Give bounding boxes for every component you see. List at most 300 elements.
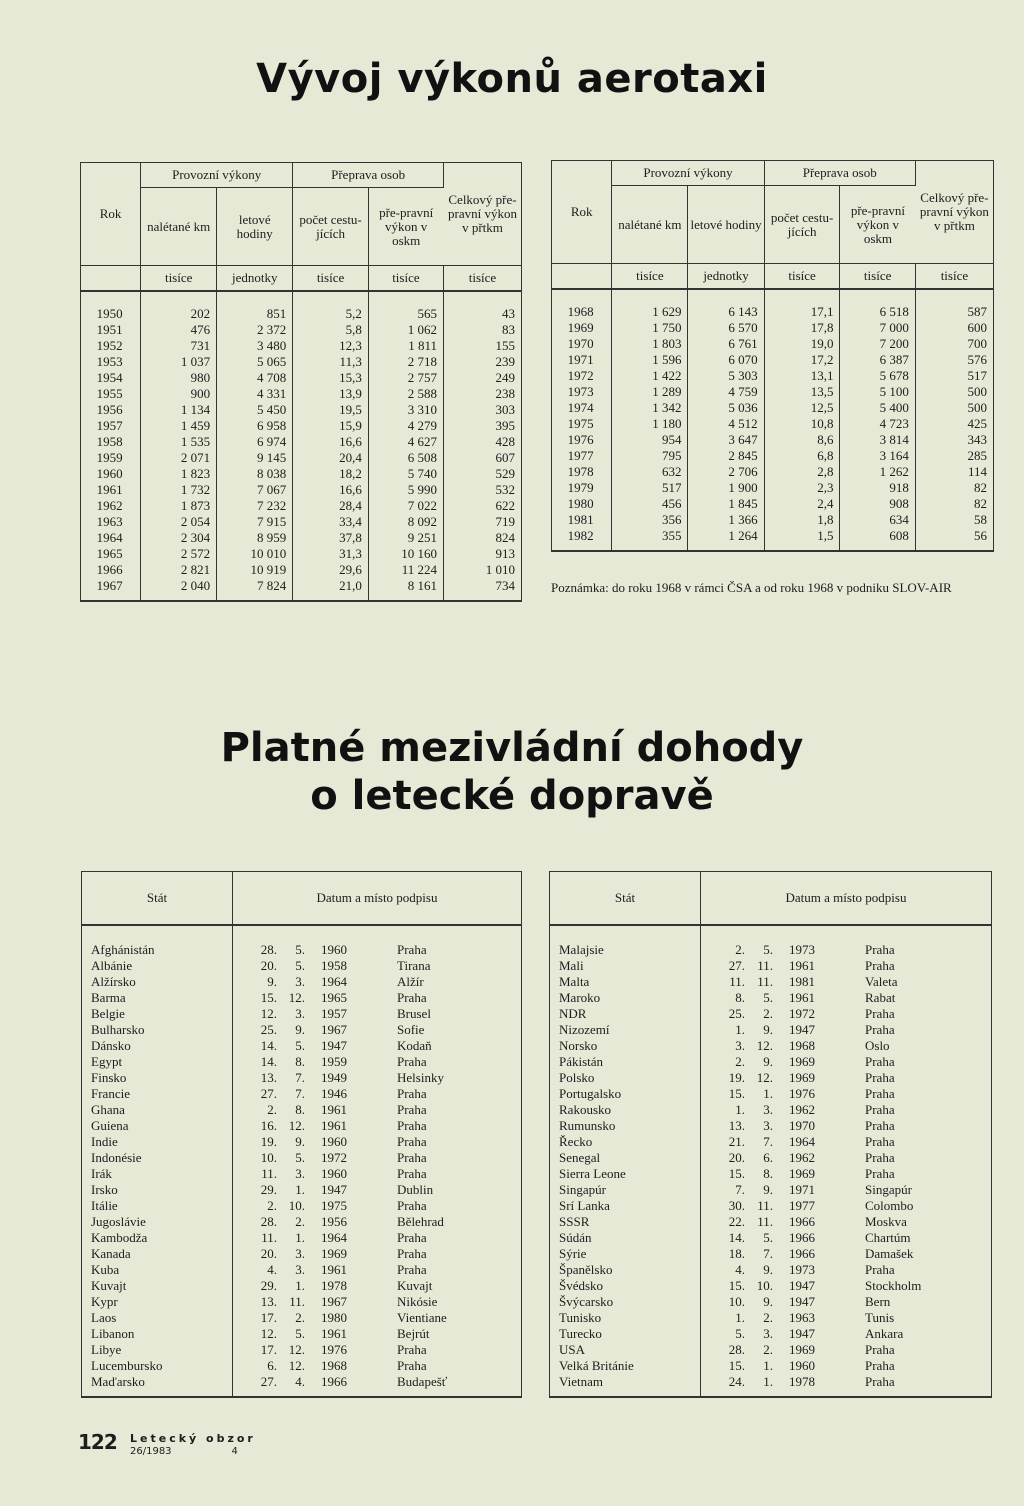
place: Praha bbox=[397, 1086, 427, 1101]
year: 1949 bbox=[321, 1070, 347, 1085]
day: 20. bbox=[260, 958, 277, 973]
month: 9. bbox=[763, 1182, 773, 1197]
country-name: Egypt bbox=[82, 1054, 233, 1070]
table-cell: 1 803 bbox=[612, 336, 688, 352]
table-cell: 1975 bbox=[552, 416, 612, 432]
agreement-row bbox=[550, 1134, 992, 1150]
year: 1958 bbox=[321, 958, 347, 973]
table-row bbox=[81, 546, 522, 562]
table-cell: 5,8 bbox=[293, 322, 369, 338]
table-cell: 3 814 bbox=[840, 432, 915, 448]
month: 5. bbox=[295, 1326, 305, 1341]
table-cell: 1962 bbox=[81, 498, 141, 514]
day: 10. bbox=[260, 1150, 277, 1165]
table-row bbox=[81, 498, 522, 514]
day: 29. bbox=[260, 1278, 277, 1293]
day: 19. bbox=[260, 1134, 277, 1149]
table-cell: 58 bbox=[974, 512, 987, 527]
table-cell: 425 bbox=[967, 416, 987, 431]
place: Ankara bbox=[865, 1326, 904, 1341]
table-cell: 1963 bbox=[81, 514, 141, 530]
year: 1980 bbox=[321, 1310, 347, 1325]
country-name: Guiena bbox=[82, 1118, 233, 1134]
table-cell: 6 761 bbox=[688, 336, 764, 352]
country-name: Pákistán bbox=[550, 1054, 701, 1070]
table-row bbox=[552, 304, 994, 320]
year: 1961 bbox=[789, 958, 815, 973]
col-letove-hodiny: letové hodiny bbox=[217, 188, 293, 266]
place: Budapešť bbox=[397, 1374, 448, 1389]
table-cell: 2 757 bbox=[368, 370, 443, 386]
table-cell: 1 811 bbox=[368, 338, 443, 354]
table-cell: 114 bbox=[967, 464, 987, 479]
year: 1970 bbox=[789, 1118, 815, 1133]
table-cell: 10,8 bbox=[764, 416, 840, 432]
agreement-row bbox=[82, 1278, 522, 1294]
year: 1978 bbox=[321, 1278, 347, 1293]
place: Moskva bbox=[865, 1214, 907, 1229]
year: 1975 bbox=[321, 1198, 347, 1213]
table-cell: 31,3 bbox=[293, 546, 369, 562]
table-row bbox=[552, 352, 994, 368]
day: 13. bbox=[728, 1118, 745, 1133]
table-cell: 5 990 bbox=[368, 482, 443, 498]
country-name: SSSR bbox=[550, 1214, 701, 1230]
year: 1978 bbox=[789, 1374, 815, 1389]
place: Praha bbox=[865, 1086, 895, 1101]
table-cell: 238 bbox=[495, 386, 515, 401]
month: 2. bbox=[763, 1342, 773, 1357]
country-name: Irák bbox=[82, 1166, 233, 1182]
table-row bbox=[552, 368, 994, 384]
table-cell: 5 450 bbox=[217, 402, 293, 418]
year: 1960 bbox=[789, 1358, 815, 1373]
agreement-row bbox=[82, 1086, 522, 1102]
agreement-row bbox=[82, 1374, 522, 1390]
table-cell: 20,4 bbox=[293, 450, 369, 466]
table-row bbox=[552, 480, 994, 496]
year: 1968 bbox=[321, 1358, 347, 1373]
country-name: Francie bbox=[82, 1086, 233, 1102]
day: 17. bbox=[260, 1310, 277, 1325]
year: 1972 bbox=[321, 1150, 347, 1165]
table-cell: 2 572 bbox=[141, 546, 217, 562]
country-name: Libye bbox=[82, 1342, 233, 1358]
table-cell: 1 596 bbox=[612, 352, 688, 368]
agreement-row bbox=[82, 1038, 522, 1054]
agreement-row bbox=[550, 1070, 992, 1086]
table-cell: 82 bbox=[974, 496, 987, 511]
place: Valeta bbox=[865, 974, 898, 989]
month: 1. bbox=[295, 1182, 305, 1197]
year: 1976 bbox=[321, 1342, 347, 1357]
country-name: Afghánistán bbox=[82, 942, 233, 958]
table-row bbox=[552, 528, 994, 544]
col-provozni-vykony: Provozní výkony bbox=[612, 161, 764, 186]
place: Praha bbox=[865, 958, 895, 973]
country-name: Belgie bbox=[82, 1006, 233, 1022]
table-cell: 1981 bbox=[552, 512, 612, 528]
col-naletane-km: nalétané km bbox=[141, 188, 217, 266]
day: 7. bbox=[735, 1182, 745, 1197]
year: 1946 bbox=[321, 1086, 347, 1101]
table-cell: 343 bbox=[967, 432, 987, 447]
agreements-body bbox=[82, 925, 522, 1397]
table-cell: 1974 bbox=[552, 400, 612, 416]
place: Praha bbox=[397, 942, 427, 957]
table-cell: 1980 bbox=[552, 496, 612, 512]
table-row bbox=[552, 400, 994, 416]
agreement-row bbox=[550, 1150, 992, 1166]
table-cell: 1 062 bbox=[368, 322, 443, 338]
day: 1. bbox=[735, 1102, 745, 1117]
year: 1947 bbox=[321, 1038, 347, 1053]
place: Praha bbox=[865, 1118, 895, 1133]
table-cell: 1964 bbox=[81, 530, 141, 546]
country-name: Irsko bbox=[82, 1182, 233, 1198]
place: Praha bbox=[397, 1342, 427, 1357]
year: 1969 bbox=[321, 1246, 347, 1261]
heading-line-2: o letecké dopravě bbox=[310, 773, 714, 819]
table-cell: 10 919 bbox=[217, 562, 293, 578]
table-cell: 1982 bbox=[552, 528, 612, 544]
year: 1981 bbox=[789, 974, 815, 989]
table-cell: 851 bbox=[217, 306, 293, 322]
table-cell: 1969 bbox=[552, 320, 612, 336]
table-cell: 1 262 bbox=[840, 464, 915, 480]
agreement-row bbox=[550, 1294, 992, 1310]
table-cell: 21,0 bbox=[293, 578, 369, 594]
table-cell: 1 459 bbox=[141, 418, 217, 434]
aerotaxi-table-1968-1982 bbox=[551, 160, 994, 552]
month: 9. bbox=[763, 1022, 773, 1037]
place: Singapúr bbox=[865, 1182, 912, 1197]
month: 5. bbox=[763, 942, 773, 957]
year: 1962 bbox=[789, 1150, 815, 1165]
table-cell: 1 010 bbox=[485, 562, 515, 577]
table-row bbox=[552, 432, 994, 448]
year: 1966 bbox=[789, 1230, 815, 1245]
country-name: Rakousko bbox=[550, 1102, 701, 1118]
col-provozni-vykony: Provozní výkony bbox=[141, 163, 293, 188]
day: 15. bbox=[728, 1278, 745, 1293]
month: 5. bbox=[295, 1038, 305, 1053]
table-cell: 18,2 bbox=[293, 466, 369, 482]
table-cell: 1961 bbox=[81, 482, 141, 498]
place: Praha bbox=[397, 1358, 427, 1373]
day: 15. bbox=[728, 1166, 745, 1181]
table-cell: 5 100 bbox=[840, 384, 915, 400]
table-cell: 1970 bbox=[552, 336, 612, 352]
country-name: Sierra Leone bbox=[550, 1166, 701, 1182]
month: 2. bbox=[763, 1310, 773, 1325]
month: 3. bbox=[295, 1246, 305, 1261]
table-cell: 17,2 bbox=[764, 352, 840, 368]
country-name: Indie bbox=[82, 1134, 233, 1150]
day: 14. bbox=[728, 1230, 745, 1245]
table-cell: 1956 bbox=[81, 402, 141, 418]
table-row bbox=[552, 448, 994, 464]
table-cell: 355 bbox=[612, 528, 688, 544]
table-cell: 2,4 bbox=[764, 496, 840, 512]
table-cell: 1 366 bbox=[688, 512, 764, 528]
year: 1969 bbox=[789, 1342, 815, 1357]
agreement-row bbox=[82, 1134, 522, 1150]
place: Sofie bbox=[397, 1022, 425, 1037]
agreement-row bbox=[82, 942, 522, 958]
table-cell: 1972 bbox=[552, 368, 612, 384]
table-row bbox=[81, 418, 522, 434]
country-name: Indonésie bbox=[82, 1150, 233, 1166]
table-cell: 5,2 bbox=[293, 306, 369, 322]
col-celkovy: Celkový pře-pravní výkon v přtkm bbox=[915, 161, 993, 264]
place: Praha bbox=[865, 1054, 895, 1069]
table-cell: 7 232 bbox=[217, 498, 293, 514]
month: 11. bbox=[757, 1214, 773, 1229]
month: 10. bbox=[288, 1198, 305, 1213]
agreement-row bbox=[550, 1262, 992, 1278]
table-body bbox=[552, 289, 994, 551]
place: Praha bbox=[397, 1102, 427, 1117]
table-cell: 4 759 bbox=[688, 384, 764, 400]
table-cell: 12,5 bbox=[764, 400, 840, 416]
day: 29. bbox=[260, 1182, 277, 1197]
country-name: Norsko bbox=[550, 1038, 701, 1054]
month: 4. bbox=[295, 1374, 305, 1389]
agreements-table-left bbox=[81, 871, 522, 1398]
day: 27. bbox=[260, 1374, 277, 1389]
table-cell: 1955 bbox=[81, 386, 141, 402]
place: Praha bbox=[397, 1134, 427, 1149]
unit-tisice: tisíce bbox=[764, 264, 840, 290]
table-cell: 622 bbox=[495, 498, 515, 513]
country-name: Maroko bbox=[550, 990, 701, 1006]
table-cell: 1978 bbox=[552, 464, 612, 480]
table-row bbox=[81, 338, 522, 354]
agreement-row bbox=[82, 1342, 522, 1358]
table-cell: 7 067 bbox=[217, 482, 293, 498]
table-cell: 532 bbox=[495, 482, 515, 497]
table-cell: 1 037 bbox=[141, 354, 217, 370]
table-cell: 303 bbox=[495, 402, 515, 417]
day: 2. bbox=[735, 942, 745, 957]
country-name: Libanon bbox=[82, 1326, 233, 1342]
year: 1976 bbox=[789, 1086, 815, 1101]
day: 1. bbox=[735, 1022, 745, 1037]
month: 7. bbox=[763, 1246, 773, 1261]
year: 1957 bbox=[321, 1006, 347, 1021]
country-name: Súdán bbox=[550, 1230, 701, 1246]
day: 20. bbox=[728, 1150, 745, 1165]
month: 1. bbox=[763, 1374, 773, 1389]
place: Bělehrad bbox=[397, 1214, 444, 1229]
day: 14. bbox=[260, 1038, 277, 1053]
agreement-row bbox=[550, 1006, 992, 1022]
table-cell: 4 512 bbox=[688, 416, 764, 432]
table-cell: 29,6 bbox=[293, 562, 369, 578]
unit-blank bbox=[552, 264, 612, 290]
month: 3. bbox=[763, 1118, 773, 1133]
table-row bbox=[81, 466, 522, 482]
country-name: Kuba bbox=[82, 1262, 233, 1278]
agreement-row bbox=[82, 1262, 522, 1278]
table-cell: 600 bbox=[967, 320, 987, 335]
table-cell: 8 038 bbox=[217, 466, 293, 482]
table-cell: 913 bbox=[495, 546, 515, 561]
unit-tisice: tisíce bbox=[443, 266, 521, 292]
table-cell: 83 bbox=[502, 322, 515, 337]
day: 20. bbox=[260, 1246, 277, 1261]
table-cell: 16,6 bbox=[293, 434, 369, 450]
table-cell: 1 873 bbox=[141, 498, 217, 514]
table-cell: 3 480 bbox=[217, 338, 293, 354]
month: 8. bbox=[295, 1054, 305, 1069]
table-cell: 1957 bbox=[81, 418, 141, 434]
unit-tisice: tisíce bbox=[293, 266, 369, 292]
table-row bbox=[81, 434, 522, 450]
agreement-row bbox=[550, 1118, 992, 1134]
place: Bern bbox=[865, 1294, 891, 1309]
table-row bbox=[81, 514, 522, 530]
agreement-row bbox=[550, 958, 992, 974]
country-name: Alžírsko bbox=[82, 974, 233, 990]
year: 1961 bbox=[321, 1102, 347, 1117]
year: 1947 bbox=[789, 1278, 815, 1293]
place: Stockholm bbox=[865, 1278, 922, 1293]
col-prepravni-vykon: pře-pravní výkon v oskm bbox=[850, 202, 905, 246]
col-preprava-osob: Přeprava osob bbox=[293, 163, 444, 188]
table-cell: 33,4 bbox=[293, 514, 369, 530]
col-preprava-osob: Přeprava osob bbox=[764, 161, 915, 186]
year: 1964 bbox=[321, 974, 347, 989]
day: 2. bbox=[267, 1102, 277, 1117]
table-cell: 6 518 bbox=[840, 304, 915, 320]
table-cell: 4 279 bbox=[368, 418, 443, 434]
table-cell: 10 010 bbox=[217, 546, 293, 562]
agreement-row bbox=[550, 990, 992, 1006]
country-name: Kambodža bbox=[82, 1230, 233, 1246]
place: Praha bbox=[865, 1150, 895, 1165]
place: Alžír bbox=[397, 974, 424, 989]
table-cell: 56 bbox=[974, 528, 987, 543]
country-name: Španělsko bbox=[550, 1262, 701, 1278]
agreement-row bbox=[82, 1310, 522, 1326]
day: 12. bbox=[260, 1006, 277, 1021]
table-cell: 900 bbox=[141, 386, 217, 402]
place: Praha bbox=[865, 942, 895, 957]
place: Praha bbox=[397, 1166, 427, 1181]
place: Bejrút bbox=[397, 1326, 430, 1341]
agreement-row bbox=[82, 1118, 522, 1134]
day: 24. bbox=[728, 1374, 745, 1389]
table-cell: 3 647 bbox=[688, 432, 764, 448]
table-cell: 2 071 bbox=[141, 450, 217, 466]
table-cell: 2 706 bbox=[688, 464, 764, 480]
table-cell: 239 bbox=[495, 354, 515, 369]
month: 3. bbox=[295, 1166, 305, 1181]
year: 1963 bbox=[789, 1310, 815, 1325]
place: Praha bbox=[397, 990, 427, 1005]
table-cell: 6 387 bbox=[840, 352, 915, 368]
table-cell: 13,5 bbox=[764, 384, 840, 400]
day: 10. bbox=[728, 1294, 745, 1309]
country-name: Lucembursko bbox=[82, 1358, 233, 1374]
country-name: Albánie bbox=[82, 958, 233, 974]
month: 1. bbox=[295, 1230, 305, 1245]
col-stat: Stát bbox=[550, 872, 701, 926]
table-cell: 285 bbox=[967, 448, 987, 463]
country-name: Senegal bbox=[550, 1150, 701, 1166]
place: Praha bbox=[397, 1262, 427, 1277]
year: 1966 bbox=[789, 1214, 815, 1229]
agreement-row bbox=[82, 958, 522, 974]
agreement-row bbox=[550, 1246, 992, 1262]
table-row bbox=[552, 464, 994, 480]
table-cell: 15,3 bbox=[293, 370, 369, 386]
unit-tisice: tisíce bbox=[840, 264, 915, 290]
table-cell: 1 900 bbox=[688, 480, 764, 496]
day: 28. bbox=[260, 942, 277, 957]
agreement-row bbox=[82, 1246, 522, 1262]
agreement-row bbox=[82, 990, 522, 1006]
issue-info bbox=[130, 1446, 238, 1457]
country-name: Mali bbox=[550, 958, 701, 974]
table-row bbox=[552, 320, 994, 336]
year: 1971 bbox=[789, 1182, 815, 1197]
day: 11. bbox=[729, 974, 745, 989]
agreement-row bbox=[550, 1342, 992, 1358]
month: 9. bbox=[295, 1134, 305, 1149]
month: 12. bbox=[756, 1038, 773, 1053]
table-cell: 17,8 bbox=[764, 320, 840, 336]
country-name: Portugalsko bbox=[550, 1086, 701, 1102]
magazine-name: Letecký obzor bbox=[130, 1432, 256, 1445]
day: 11. bbox=[261, 1166, 277, 1181]
agreement-row bbox=[550, 1214, 992, 1230]
table-cell: 7 022 bbox=[368, 498, 443, 514]
place: Helsinky bbox=[397, 1070, 444, 1085]
unit-tisice: tisíce bbox=[141, 266, 217, 292]
agreement-row bbox=[82, 1102, 522, 1118]
year: 1973 bbox=[789, 942, 815, 957]
table-cell: 1 629 bbox=[612, 304, 688, 320]
table-cell: 1953 bbox=[81, 354, 141, 370]
month: 1. bbox=[763, 1086, 773, 1101]
table-cell: 6 974 bbox=[217, 434, 293, 450]
table-cell: 2 821 bbox=[141, 562, 217, 578]
table-cell: 908 bbox=[840, 496, 915, 512]
table-row bbox=[552, 512, 994, 528]
place: Praha bbox=[865, 1102, 895, 1117]
place: Praha bbox=[397, 1198, 427, 1213]
month: 9. bbox=[295, 1022, 305, 1037]
table-cell: 202 bbox=[141, 306, 217, 322]
table-cell: 1,5 bbox=[764, 528, 840, 544]
place: Praha bbox=[865, 1262, 895, 1277]
place: Nikósie bbox=[397, 1294, 438, 1309]
year: 1973 bbox=[789, 1262, 815, 1277]
table-cell: 1965 bbox=[81, 546, 141, 562]
table-cell: 1950 bbox=[81, 306, 141, 322]
place: Tirana bbox=[397, 958, 431, 973]
table-cell: 476 bbox=[141, 322, 217, 338]
place: Tunis bbox=[865, 1310, 895, 1325]
agreement-row bbox=[550, 942, 992, 958]
place: Rabat bbox=[865, 990, 896, 1005]
day: 22. bbox=[728, 1214, 745, 1229]
year: 1947 bbox=[789, 1326, 815, 1341]
table-row bbox=[552, 416, 994, 432]
